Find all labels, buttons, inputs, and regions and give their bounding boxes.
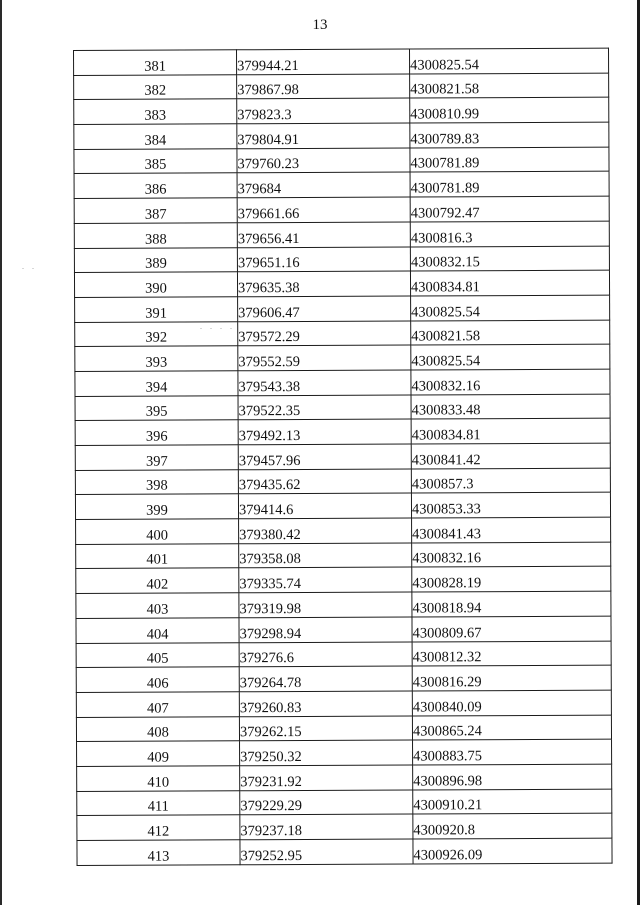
y-coordinate-cell: 4300816.3 bbox=[410, 221, 609, 247]
y-coordinate-cell: 4300818.94 bbox=[412, 591, 611, 617]
table-row bbox=[75, 320, 610, 347]
y-coordinate-cell: 4300926.09 bbox=[413, 838, 612, 864]
y-coordinate-cell: 4300816.29 bbox=[412, 665, 611, 691]
point-number-cell: 409 bbox=[77, 741, 240, 766]
point-number-cell: 389 bbox=[74, 247, 237, 272]
x-coordinate-cell: 379492.13 bbox=[238, 419, 411, 444]
coordinates-table-body bbox=[74, 48, 613, 865]
table-row bbox=[74, 270, 609, 297]
table-row bbox=[77, 838, 612, 865]
y-coordinate-cell: 4300821.58 bbox=[411, 320, 610, 346]
table-row bbox=[75, 493, 610, 520]
y-coordinate-cell: 4300832.15 bbox=[410, 246, 609, 272]
table-row bbox=[75, 369, 610, 396]
table-row bbox=[76, 616, 611, 643]
point-number-cell: 382 bbox=[74, 74, 237, 99]
point-number-cell: 381 bbox=[74, 50, 237, 75]
x-coordinate-cell: 379264.78 bbox=[239, 666, 412, 691]
y-coordinate-cell: 4300825.54 bbox=[411, 344, 610, 370]
x-coordinate-cell: 379543.38 bbox=[238, 370, 411, 395]
y-coordinate-cell: 4300812.32 bbox=[412, 641, 611, 667]
table-row bbox=[74, 221, 609, 248]
y-coordinate-cell: 4300810.99 bbox=[410, 98, 609, 124]
x-coordinate-cell: 379804.91 bbox=[237, 123, 410, 148]
table-row bbox=[76, 517, 611, 544]
point-number-cell: 392 bbox=[75, 321, 238, 346]
point-number-cell: 388 bbox=[74, 223, 237, 248]
x-coordinate-cell: 379298.94 bbox=[239, 617, 412, 642]
point-number-cell: 402 bbox=[76, 568, 239, 593]
x-coordinate-cell: 379651.16 bbox=[237, 247, 410, 272]
point-number-cell: 401 bbox=[76, 544, 239, 569]
point-number-cell: 391 bbox=[75, 297, 238, 322]
table-row bbox=[74, 172, 609, 199]
table-row bbox=[74, 48, 609, 75]
table-row bbox=[74, 73, 609, 100]
table-row bbox=[77, 813, 612, 840]
x-coordinate-cell: 379457.96 bbox=[238, 444, 411, 469]
y-coordinate-cell: 4300825.54 bbox=[411, 295, 610, 321]
table-row bbox=[77, 764, 612, 791]
table-row bbox=[75, 295, 610, 322]
y-coordinate-cell: 4300920.8 bbox=[413, 813, 612, 839]
x-coordinate-cell: 379319.98 bbox=[239, 592, 412, 617]
point-number-cell: 405 bbox=[76, 642, 239, 667]
table-row bbox=[74, 122, 609, 149]
y-coordinate-cell: 4300832.16 bbox=[411, 369, 610, 395]
y-coordinate-cell: 4300833.48 bbox=[411, 394, 610, 420]
y-coordinate-cell: 4300781.89 bbox=[410, 172, 609, 198]
table-row bbox=[74, 196, 609, 223]
x-coordinate-cell: 379231.92 bbox=[240, 765, 413, 790]
table-row bbox=[75, 443, 610, 470]
x-coordinate-cell: 379760.23 bbox=[237, 148, 410, 173]
point-number-cell: 403 bbox=[76, 593, 239, 618]
scan-edge-left bbox=[0, 0, 2, 905]
y-coordinate-cell: 4300841.43 bbox=[412, 517, 611, 543]
y-coordinate-cell: 4300910.21 bbox=[413, 789, 612, 815]
point-number-cell: 395 bbox=[75, 395, 238, 420]
x-coordinate-cell: 379237.18 bbox=[240, 814, 413, 839]
point-number-cell: 396 bbox=[75, 420, 238, 445]
page-number: 13 bbox=[312, 17, 328, 33]
table-row bbox=[76, 591, 611, 618]
table-row bbox=[75, 468, 610, 495]
x-coordinate-cell: 379606.47 bbox=[238, 296, 411, 321]
y-coordinate-cell: 4300821.58 bbox=[410, 73, 609, 99]
table-row bbox=[77, 789, 612, 816]
x-coordinate-cell: 379684 bbox=[237, 172, 410, 197]
point-number-cell: 394 bbox=[75, 371, 238, 396]
point-number-cell: 385 bbox=[74, 149, 237, 174]
table-row bbox=[77, 739, 612, 766]
table-row bbox=[74, 246, 609, 273]
point-number-cell: 398 bbox=[75, 469, 238, 494]
x-coordinate-cell: 379358.08 bbox=[239, 543, 412, 568]
x-coordinate-cell: 379522.35 bbox=[238, 395, 411, 420]
table-row bbox=[75, 418, 610, 445]
x-coordinate-cell: 379380.42 bbox=[239, 518, 412, 543]
point-number-cell: 406 bbox=[76, 667, 239, 692]
x-coordinate-cell: 379414.6 bbox=[238, 493, 411, 518]
point-number-cell: 386 bbox=[74, 173, 237, 198]
table-row bbox=[76, 665, 611, 692]
table-row bbox=[75, 344, 610, 371]
point-number-cell: 412 bbox=[77, 815, 240, 840]
y-coordinate-cell: 4300781.89 bbox=[410, 147, 609, 173]
y-coordinate-cell: 4300896.98 bbox=[413, 764, 612, 790]
point-number-cell: 413 bbox=[77, 840, 240, 865]
scan-noise: . . . . bbox=[200, 322, 235, 331]
y-coordinate-cell: 4300857.3 bbox=[411, 468, 610, 494]
y-coordinate-cell: 4300792.47 bbox=[410, 196, 609, 222]
scan-noise: . . bbox=[22, 262, 37, 271]
point-number-cell: 393 bbox=[75, 346, 238, 371]
y-coordinate-cell: 4300789.83 bbox=[410, 122, 609, 148]
y-coordinate-cell: 4300834.81 bbox=[410, 270, 609, 296]
x-coordinate-cell: 379335.74 bbox=[239, 567, 412, 592]
x-coordinate-cell: 379276.6 bbox=[239, 642, 412, 667]
point-number-cell: 407 bbox=[76, 692, 239, 717]
x-coordinate-cell: 379435.62 bbox=[238, 469, 411, 494]
table-row bbox=[76, 567, 611, 594]
table-row bbox=[76, 542, 611, 569]
x-coordinate-cell: 379656.41 bbox=[237, 222, 410, 247]
coordinates-table bbox=[73, 48, 613, 866]
y-coordinate-cell: 4300809.67 bbox=[412, 616, 611, 642]
table-row bbox=[76, 715, 611, 742]
point-number-cell: 383 bbox=[74, 99, 237, 124]
point-number-cell: 400 bbox=[76, 519, 239, 544]
table-row bbox=[75, 394, 610, 421]
x-coordinate-cell: 379944.21 bbox=[237, 49, 410, 74]
x-coordinate-cell: 379635.38 bbox=[237, 271, 410, 296]
x-coordinate-cell: 379661.66 bbox=[237, 197, 410, 222]
y-coordinate-cell: 4300865.24 bbox=[412, 715, 611, 741]
y-coordinate-cell: 4300834.81 bbox=[411, 418, 610, 444]
y-coordinate-cell: 4300841.42 bbox=[411, 443, 610, 469]
point-number-cell: 390 bbox=[74, 272, 237, 297]
table-row bbox=[76, 690, 611, 717]
y-coordinate-cell: 4300853.33 bbox=[411, 493, 610, 519]
x-coordinate-cell: 379250.32 bbox=[240, 740, 413, 765]
point-number-cell: 397 bbox=[75, 445, 238, 470]
x-coordinate-cell: 379260.83 bbox=[239, 691, 412, 716]
y-coordinate-cell: 4300832.16 bbox=[412, 542, 611, 568]
x-coordinate-cell: 379262.15 bbox=[239, 716, 412, 741]
x-coordinate-cell: 379823.3 bbox=[237, 98, 410, 123]
y-coordinate-cell: 4300883.75 bbox=[413, 739, 612, 765]
x-coordinate-cell: 379229.29 bbox=[240, 790, 413, 815]
x-coordinate-cell: 379552.59 bbox=[238, 345, 411, 370]
y-coordinate-cell: 4300828.19 bbox=[412, 567, 611, 593]
table-row bbox=[74, 147, 609, 174]
y-coordinate-cell: 4300840.09 bbox=[412, 690, 611, 716]
point-number-cell: 387 bbox=[74, 198, 237, 223]
point-number-cell: 404 bbox=[76, 618, 239, 643]
table-row bbox=[76, 641, 611, 668]
table-row bbox=[74, 98, 609, 125]
x-coordinate-cell: 379572.29 bbox=[238, 321, 411, 346]
point-number-cell: 384 bbox=[74, 124, 237, 149]
point-number-cell: 410 bbox=[77, 766, 240, 791]
x-coordinate-cell: 379867.98 bbox=[237, 74, 410, 99]
point-number-cell: 411 bbox=[77, 790, 240, 815]
y-coordinate-cell: 4300825.54 bbox=[409, 48, 608, 74]
point-number-cell: 408 bbox=[76, 716, 239, 741]
x-coordinate-cell: 379252.95 bbox=[240, 839, 413, 864]
point-number-cell: 399 bbox=[75, 494, 238, 519]
